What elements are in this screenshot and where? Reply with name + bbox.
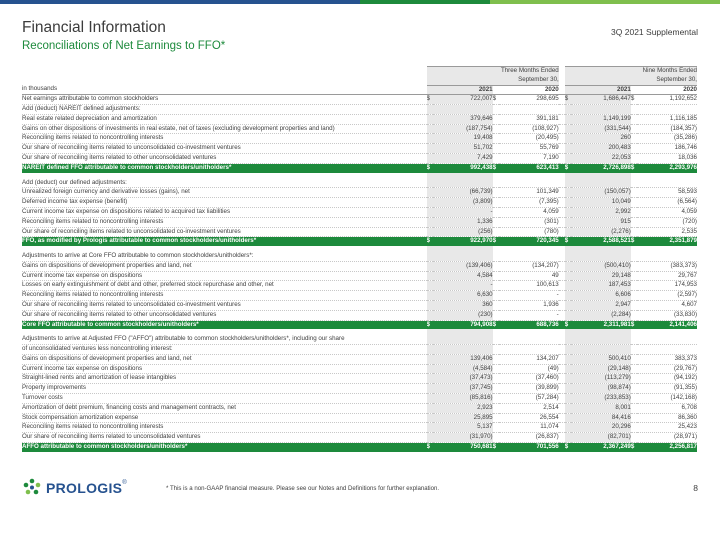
currency-symbol: $: [631, 442, 637, 451]
value-cell: (2,284): [571, 310, 631, 320]
footnote: * This is a non-GAAP financial measure. Please see our Notes and Definitions for further explanation.: [166, 485, 440, 492]
table-row: [22, 105, 697, 115]
value-cell: (134,207): [499, 261, 559, 271]
table-row: [22, 433, 697, 443]
value-cell: 2,726,898: [571, 163, 631, 172]
total-row: [22, 237, 697, 246]
value-cell: (720): [637, 217, 697, 227]
value-cell: (37,745): [433, 384, 493, 394]
table-row: [22, 188, 697, 198]
value-cell: 1,116,185: [637, 114, 697, 124]
value-cell: 1,149,199: [571, 114, 631, 124]
value-cell: [499, 105, 559, 115]
value-cell: [433, 252, 493, 261]
row-label: Adjustments to arrive at Adjusted FFO ("AFFO") attributable to common stockholders/unitholders*, including our share: [22, 335, 427, 344]
value-cell: 55,769: [499, 144, 559, 154]
value-cell: 383,373: [637, 354, 697, 364]
value-cell: 11,074: [499, 423, 559, 433]
currency-symbol: $: [427, 95, 433, 105]
value-cell: [571, 252, 631, 261]
nine-months-header: Nine Months Ended: [565, 67, 697, 76]
value-cell: (85,816): [433, 394, 493, 404]
value-cell: 1,192,652: [637, 95, 697, 105]
value-cell: 86,360: [637, 413, 697, 423]
table-row: [22, 403, 697, 413]
value-cell: 200,483: [571, 144, 631, 154]
table-row: [22, 345, 697, 355]
value-cell: 2,141,406: [637, 320, 697, 329]
value-cell: 22,053: [571, 154, 631, 164]
value-cell: 701,556: [499, 442, 559, 451]
value-cell: (4,584): [433, 364, 493, 374]
three-months-header: Three Months Ended: [427, 67, 559, 76]
value-cell: (35,286): [637, 134, 697, 144]
row-label: NAREIT defined FFO attributable to common stockholders/unitholders*: [22, 163, 427, 172]
value-cell: [499, 335, 559, 344]
logo-mark-icon: [22, 478, 42, 498]
value-cell: (49): [499, 364, 559, 374]
value-cell: 51,702: [433, 144, 493, 154]
total-row: [22, 442, 697, 451]
year-header-row: [22, 85, 697, 95]
table-row: [22, 95, 697, 105]
table-row: [22, 300, 697, 310]
row-label: FFO, as modified by Prologis attributable to common stockholders/unitholders*: [22, 237, 427, 246]
value-cell: (7,395): [499, 198, 559, 208]
table-row: [22, 423, 697, 433]
value-cell: [499, 345, 559, 355]
value-cell: 2,535: [637, 227, 697, 237]
value-cell: 7,429: [433, 154, 493, 164]
value-cell: 4,607: [637, 300, 697, 310]
value-cell: 2,256,817: [637, 442, 697, 451]
value-cell: 4,584: [433, 271, 493, 281]
value-cell: 2,367,249: [571, 442, 631, 451]
value-cell: (39,899): [499, 384, 559, 394]
value-cell: 29,148: [571, 271, 631, 281]
table-row: [22, 144, 697, 154]
logo-wordmark: PROLOGIS®: [46, 480, 128, 496]
value-cell: [571, 105, 631, 115]
value-cell: 379,646: [433, 114, 493, 124]
row-label: Reconciling items related to noncontrolling interests: [22, 423, 427, 433]
value-cell: (26,837): [499, 433, 559, 443]
currency-symbol: $: [565, 163, 571, 172]
table-row: [22, 394, 697, 404]
value-cell: 915: [571, 217, 631, 227]
value-cell: 360: [433, 300, 493, 310]
value-cell: (2,597): [637, 291, 697, 301]
value-cell: (37,460): [499, 374, 559, 384]
value-cell: 6,606: [571, 291, 631, 301]
table-row: [22, 154, 697, 164]
page-title: Financial Information: [22, 19, 166, 36]
value-cell: 6,630: [433, 291, 493, 301]
top-bar-green: [360, 0, 490, 4]
row-label: Losses on early extinguishment of debt and other, preferred stock repurchase and other, net: [22, 281, 427, 291]
value-cell: (383,373): [637, 261, 697, 271]
value-cell: [499, 252, 559, 261]
value-cell: 25,895: [433, 413, 493, 423]
value-cell: 8,001: [571, 403, 631, 413]
value-cell: 5,137: [433, 423, 493, 433]
currency-symbol: $: [493, 442, 499, 451]
top-bar-light-green: [490, 0, 720, 4]
value-cell: 750,681: [433, 442, 493, 451]
table-row: [22, 179, 697, 188]
row-label: AFFO attributable to common stockholders/unitholders*: [22, 442, 427, 451]
value-cell: 29,767: [637, 271, 697, 281]
value-cell: 7,190: [499, 154, 559, 164]
value-cell: 260: [571, 134, 631, 144]
value-cell: 922,970: [433, 237, 493, 246]
year-header: 2020: [493, 85, 559, 95]
table-body: [22, 67, 697, 452]
total-row: [22, 163, 697, 172]
row-label: Add (deduct) NAREIT defined adjustments:: [22, 105, 427, 115]
row-label: Our share of reconciling items related to other unconsolidated ventures: [22, 310, 427, 320]
currency-symbol: $: [631, 237, 637, 246]
supplemental-label: 3Q 2021 Supplemental: [611, 27, 698, 37]
value-cell: 4,059: [637, 207, 697, 217]
value-cell: (82,701): [571, 433, 631, 443]
value-cell: 19,408: [433, 134, 493, 144]
value-cell: [637, 345, 697, 355]
value-cell: 100,613: [499, 281, 559, 291]
value-cell: 2,588,521: [571, 237, 631, 246]
table-row: [22, 207, 697, 217]
row-label: Our share of reconciling items related to other unconsolidated ventures: [22, 154, 427, 164]
value-cell: 2,923: [433, 403, 493, 413]
row-label: Net earnings attributable to common stockholders: [22, 95, 427, 105]
row-label: Property improvements: [22, 384, 427, 394]
value-cell: 25,423: [637, 423, 697, 433]
nine-months-period: September 30,: [565, 76, 697, 85]
currency-symbol: $: [427, 442, 433, 451]
table-row: [22, 281, 697, 291]
value-cell: (139,406): [433, 261, 493, 271]
value-cell: (2,276): [571, 227, 631, 237]
value-cell: (187,754): [433, 124, 493, 134]
value-cell: (98,874): [571, 384, 631, 394]
currency-symbol: $: [427, 320, 433, 329]
value-cell: 688,736: [499, 320, 559, 329]
value-cell: (29,148): [571, 364, 631, 374]
table-row: [22, 124, 697, 134]
row-label: Our share of reconciling items related to unconsolidated co-investment ventures: [22, 144, 427, 154]
year-header: 2021: [427, 85, 493, 95]
table-row: [22, 374, 697, 384]
page-number: 8: [693, 483, 698, 493]
value-cell: (91,355): [637, 384, 697, 394]
value-cell: (66,739): [433, 188, 493, 198]
total-row: [22, 320, 697, 329]
group-header-row-2: [22, 76, 697, 85]
year-header: 2021: [565, 85, 631, 95]
table-row: [22, 134, 697, 144]
value-cell: 20,296: [571, 423, 631, 433]
value-cell: 134,207: [499, 354, 559, 364]
row-label: Amortization of debt premium, financing costs and management contracts, net: [22, 403, 427, 413]
value-cell: (500,410): [571, 261, 631, 271]
value-cell: -: [433, 207, 493, 217]
value-cell: (6,564): [637, 198, 697, 208]
value-cell: (20,495): [499, 134, 559, 144]
value-cell: 2,293,976: [637, 163, 697, 172]
value-cell: 139,406: [433, 354, 493, 364]
value-cell: 1,936: [499, 300, 559, 310]
value-cell: (113,279): [571, 374, 631, 384]
table-row: [22, 261, 697, 271]
row-label: Current income tax expense on dispositions related to acquired tax liabilities: [22, 207, 427, 217]
currency-symbol: $: [565, 95, 571, 105]
row-label: Gains on other dispositions of investments in real estate, net of taxes (excluding development properties and land): [22, 124, 427, 134]
value-cell: 84,416: [571, 413, 631, 423]
value-cell: 10,049: [571, 198, 631, 208]
value-cell: 722,007: [433, 95, 493, 105]
top-accent-bar: [0, 0, 720, 4]
currency-symbol: $: [565, 237, 571, 246]
value-cell: 2,351,879: [637, 237, 697, 246]
table-row: [22, 291, 697, 301]
value-cell: (3,809): [433, 198, 493, 208]
value-cell: 2,311,981: [571, 320, 631, 329]
value-cell: [433, 105, 493, 115]
value-cell: (142,168): [637, 394, 697, 404]
table-row: [22, 310, 697, 320]
value-cell: (57,284): [499, 394, 559, 404]
value-cell: 26,554: [499, 413, 559, 423]
row-label: Straight-lined rents and amortization of lease intangibles: [22, 374, 427, 384]
value-cell: 4,059: [499, 207, 559, 217]
page-subtitle: Reconciliations of Net Earnings to FFO*: [22, 40, 226, 52]
value-cell: 6,708: [637, 403, 697, 413]
value-cell: (184,357): [637, 124, 697, 134]
table-row: [22, 114, 697, 124]
value-cell: [637, 179, 697, 188]
value-cell: 2,992: [571, 207, 631, 217]
value-cell: (256): [433, 227, 493, 237]
table-row: [22, 198, 697, 208]
table-row: [22, 252, 697, 261]
value-cell: (780): [499, 227, 559, 237]
row-label: Gains on dispositions of development properties and land, net: [22, 354, 427, 364]
row-label: Turnover costs: [22, 394, 427, 404]
row-label: Current income tax expense on dispositions: [22, 271, 427, 281]
value-cell: (33,830): [637, 310, 697, 320]
value-cell: 992,438: [433, 163, 493, 172]
value-cell: -: [499, 291, 559, 301]
row-label: Unrealized foreign currency and derivative losses (gains), net: [22, 188, 427, 198]
value-cell: [433, 345, 493, 355]
top-bar-blue: [0, 0, 360, 4]
row-label: Adjustments to arrive at Core FFO attributable to common stockholders/unitholders*:: [22, 252, 427, 261]
reconciliation-table: [22, 66, 697, 452]
row-label: Our share of reconciling items related to unconsolidated co-investment ventures: [22, 227, 427, 237]
value-cell: -: [499, 310, 559, 320]
value-cell: 391,181: [499, 114, 559, 124]
value-cell: [571, 179, 631, 188]
value-cell: (37,473): [433, 374, 493, 384]
value-cell: [571, 345, 631, 355]
row-label: Reconciling items related to noncontrolling interests: [22, 291, 427, 301]
currency-symbol: $: [427, 237, 433, 246]
value-cell: 174,953: [637, 281, 697, 291]
value-cell: 500,410: [571, 354, 631, 364]
currency-symbol: $: [493, 163, 499, 172]
value-cell: (331,544): [571, 124, 631, 134]
value-cell: (31,970): [433, 433, 493, 443]
row-label: Core FFO attributable to common stockholders/unitholders*: [22, 320, 427, 329]
value-cell: 186,746: [637, 144, 697, 154]
row-label: Stock compensation amortization expense: [22, 413, 427, 423]
currency-symbol: $: [493, 237, 499, 246]
row-label: Our share of reconciling items related to unconsolidated ventures: [22, 433, 427, 443]
table-row: [22, 335, 697, 344]
year-header: 2020: [631, 85, 697, 95]
value-cell: 720,345: [499, 237, 559, 246]
value-cell: 623,413: [499, 163, 559, 172]
three-months-period: September 30,: [427, 76, 559, 85]
row-label: Reconciling items related to noncontrolling interests: [22, 217, 427, 227]
currency-symbol: $: [631, 320, 637, 329]
value-cell: [637, 105, 697, 115]
value-cell: (28,971): [637, 433, 697, 443]
row-label: Add (deduct) our defined adjustments:: [22, 179, 427, 188]
value-cell: 187,453: [571, 281, 631, 291]
table-row: [22, 271, 697, 281]
value-cell: -: [433, 281, 493, 291]
table-row: [22, 413, 697, 423]
row-label: Real estate related depreciation and amortization: [22, 114, 427, 124]
value-cell: (108,927): [499, 124, 559, 134]
value-cell: 2,514: [499, 403, 559, 413]
row-label: Reconciling items related to noncontrolling interests: [22, 134, 427, 144]
table-row: [22, 354, 697, 364]
row-label: Our share of reconciling items related to unconsolidated co-investment ventures: [22, 300, 427, 310]
value-cell: 1,686,447: [571, 95, 631, 105]
value-cell: (29,767): [637, 364, 697, 374]
value-cell: (94,192): [637, 374, 697, 384]
prologis-logo: [22, 478, 127, 498]
group-header-row-1: [22, 67, 697, 76]
value-cell: 18,036: [637, 154, 697, 164]
value-cell: [499, 179, 559, 188]
value-cell: 2,947: [571, 300, 631, 310]
currency-symbol: $: [493, 320, 499, 329]
table-row: [22, 217, 697, 227]
currency-symbol: $: [427, 163, 433, 172]
value-cell: 58,593: [637, 188, 697, 198]
currency-symbol: $: [493, 95, 499, 105]
table-row: [22, 364, 697, 374]
value-cell: [571, 335, 631, 344]
value-cell: [637, 252, 697, 261]
currency-symbol: $: [631, 163, 637, 172]
value-cell: 298,695: [499, 95, 559, 105]
row-label: Current income tax expense on dispositions: [22, 364, 427, 374]
value-cell: (150,057): [571, 188, 631, 198]
value-cell: 1,336: [433, 217, 493, 227]
value-cell: 794,908: [433, 320, 493, 329]
value-cell: (230): [433, 310, 493, 320]
row-label: Deferred income tax expense (benefit): [22, 198, 427, 208]
currency-symbol: $: [565, 320, 571, 329]
currency-symbol: $: [565, 442, 571, 451]
value-cell: [433, 335, 493, 344]
table-row: [22, 227, 697, 237]
value-cell: (301): [499, 217, 559, 227]
value-cell: [433, 179, 493, 188]
currency-symbol: $: [631, 95, 637, 105]
row-label: Gains on dispositions of development properties and land, net: [22, 261, 427, 271]
value-cell: 49: [499, 271, 559, 281]
value-cell: (233,853): [571, 394, 631, 404]
unit-label: in thousands: [22, 85, 427, 95]
value-cell: 101,349: [499, 188, 559, 198]
row-label: of unconsolidated ventures less noncontrolling interest:: [22, 345, 427, 355]
value-cell: [637, 335, 697, 344]
table-row: [22, 384, 697, 394]
